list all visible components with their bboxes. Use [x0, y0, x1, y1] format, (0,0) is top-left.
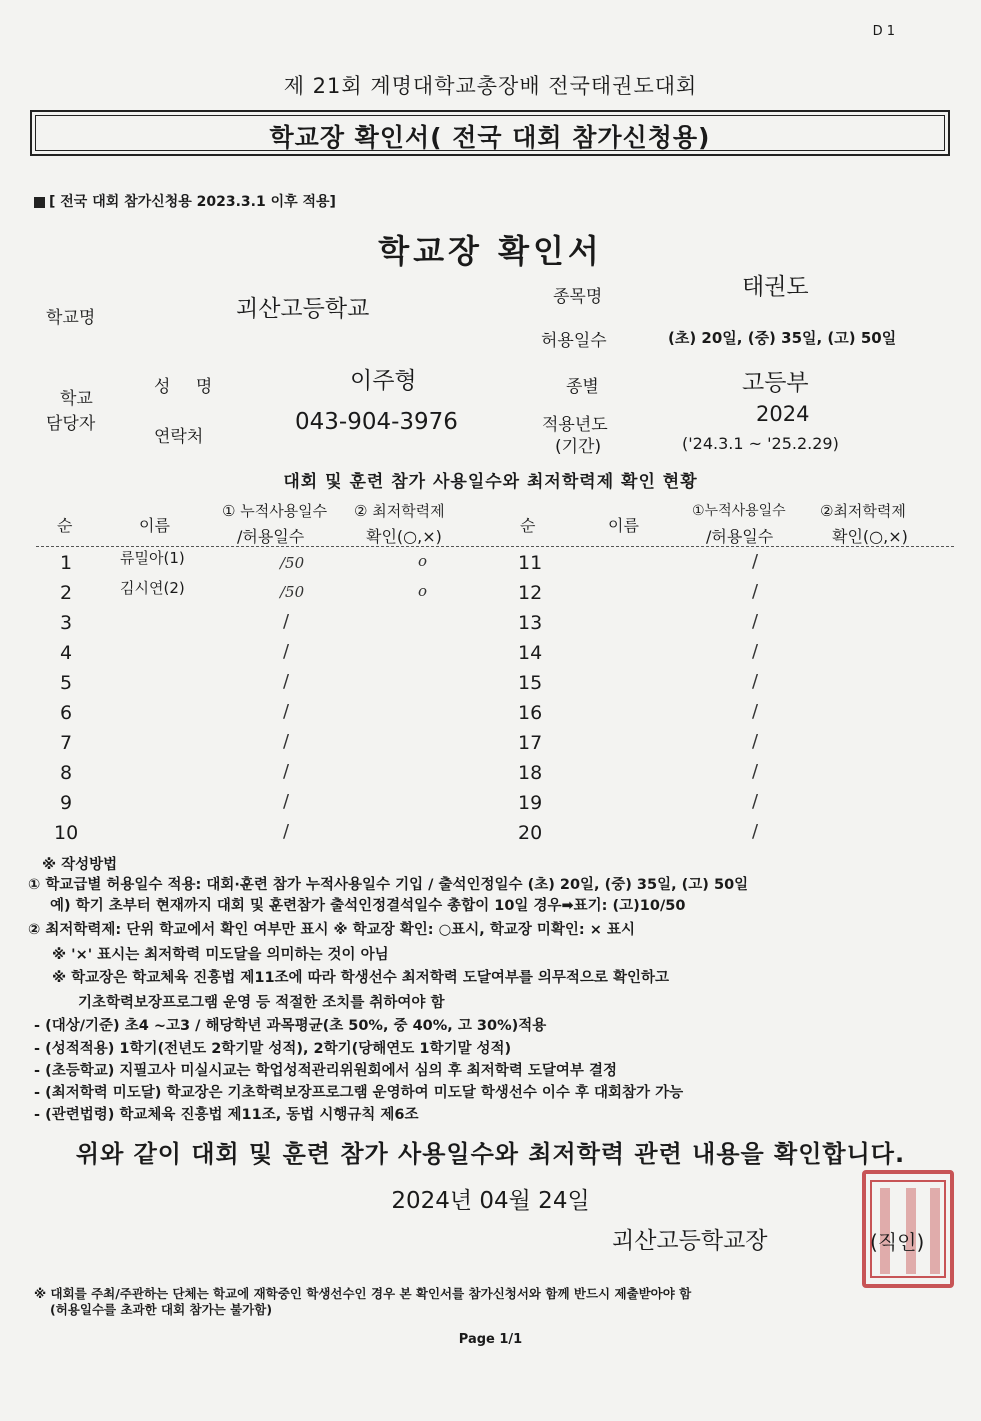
- row-no: 20: [518, 822, 543, 844]
- row-no: 5: [60, 672, 73, 694]
- event-title: 제 21회 계명대학교총장배 전국태권도대회: [283, 74, 698, 98]
- row-no: 19: [518, 792, 543, 814]
- principal-name: 괴산고등학교장: [612, 1228, 768, 1254]
- instruction-line: ※ '×' 표시는 최저학력 미도달을 의미하는 것이 아님: [52, 947, 389, 963]
- table-title: 대회 및 훈련 참가 사용일수와 최저학력제 확인 현황: [283, 472, 698, 492]
- header-col1-right-2: /허용일수: [706, 527, 774, 546]
- allowed-label: 허용일수: [541, 331, 607, 351]
- instruction-line: ※ 학교장은 학교체육 진흥법 제11조에 따라 학생선수 최저학력 도달여부를 의무적으로 확인하고: [52, 970, 670, 986]
- instruction-line: - (최저학력 미도달) 학교장은 기초학력보장프로그램 운영하여 미도달 학생선수 이수 후 대회참가 가능: [34, 1085, 684, 1101]
- row-no: 2: [60, 582, 73, 604]
- instruction-line: - (성적적용) 1학기(전년도 2학기말 성적), 2학기(당해연도 1학기말 성적): [34, 1041, 512, 1057]
- year-value: 2024: [756, 402, 810, 426]
- year-label: 적용년도: [542, 415, 608, 435]
- main-title: 학교장 확인서: [378, 232, 603, 270]
- contact-label: 연락처: [154, 427, 204, 447]
- instruction-line: - (초등학교) 지필고사 미실시교는 학업성적관리위원회에서 심의 후 최저학력 도달여부 결정: [34, 1063, 617, 1079]
- footnote-2: (허용일수를 초과한 대회 참가는 불가함): [50, 1302, 273, 1317]
- row-no: 17: [518, 732, 543, 754]
- seal-label: (직인): [870, 1230, 925, 1254]
- header-col1-left: ① 누적사용일수: [222, 502, 328, 520]
- row-days: /: [752, 671, 759, 692]
- manager-label-1: 학교: [60, 389, 93, 409]
- row-no: 18: [518, 762, 543, 784]
- row-no: 10: [54, 822, 79, 844]
- row-no: 3: [60, 612, 73, 634]
- row-days: /: [283, 671, 290, 692]
- instruction-line: - (관련법령) 학교체육 진흥법 제11조, 동법 시행규칙 제6조: [34, 1107, 419, 1123]
- row-days: /: [283, 761, 290, 782]
- header-col2-right: ②최저학력제: [820, 502, 906, 520]
- division-label: 종별: [566, 377, 599, 397]
- note-head-text: [ 전국 대회 참가신청용 2023.3.1 이후 적용]: [49, 194, 336, 210]
- row-days: /: [283, 791, 290, 812]
- row-no: 1: [60, 552, 73, 574]
- school-label: 학교명: [46, 308, 96, 328]
- row-days: /: [752, 701, 759, 722]
- row-no: 7: [60, 732, 73, 754]
- row-no: 16: [518, 702, 543, 724]
- row-days: /: [752, 581, 759, 602]
- period-value: ('24.3.1 ~ '25.2.29): [682, 434, 839, 453]
- header-no-right: 순: [520, 516, 536, 535]
- row-no: 14: [518, 642, 543, 664]
- header-no-left: 순: [57, 516, 73, 535]
- row-days: /: [283, 641, 290, 662]
- row-check: o: [418, 582, 428, 600]
- row-no: 8: [60, 762, 73, 784]
- row-name: 류밀아(1): [120, 549, 185, 567]
- name-label: 성 명: [154, 377, 223, 397]
- instruction-line: - (대상/기준) 초4 ~고3 / 해당학년 과목평균(초 50%, 중 40%, 고 30%)적용: [34, 1018, 547, 1034]
- row-days: /: [752, 821, 759, 842]
- sport-label: 종목명: [553, 287, 603, 307]
- instruction-line: ① 학교급별 허용일수 적용: 대회·훈련 참가 누적사용일수 기입 / 출석인정일수 (초) 20일, (중) 35일, (고) 50일: [28, 877, 749, 893]
- instruction-line: 기초학력보장프로그램 운영 등 적절한 조치를 취하여야 함: [78, 995, 445, 1011]
- row-days: /50: [280, 583, 305, 601]
- row-no: 12: [518, 582, 543, 604]
- header-name-left: 이름: [139, 516, 170, 535]
- row-days: /50: [280, 554, 305, 572]
- row-days: /: [283, 701, 290, 722]
- note-head: [34, 191, 336, 211]
- title-box: [30, 110, 950, 156]
- row-days: /: [752, 551, 759, 572]
- instruction-line: ※ 작성방법: [42, 857, 118, 873]
- header-col1-right: ①누적사용일수: [692, 503, 786, 519]
- confirm-statement: 위와 같이 대회 및 훈련 참가 사용일수와 최저학력 관련 내용을 확인합니다.: [75, 1140, 906, 1168]
- row-check: o: [418, 552, 428, 570]
- row-no: 13: [518, 612, 543, 634]
- confirm-date: 2024년 04월 24일: [391, 1188, 590, 1214]
- row-no: 11: [518, 552, 543, 574]
- row-days: /: [752, 731, 759, 752]
- footnote-1: ※ 대회를 주최/주관하는 단체는 학교에 재학중인 학생선수인 경우 본 확인서를 참가신청서와 함께 반드시 제출받아야 함: [34, 1286, 692, 1301]
- year-label-2: (기간): [555, 437, 602, 457]
- box-title: 학교장 확인서( 전국 대회 참가신청용): [269, 123, 711, 152]
- instruction-line: ② 최저학력제: 단위 학교에서 확인 여부만 표시 ※ 학교장 확인: ○표시, 학교장 미확인: × 표시: [28, 922, 635, 938]
- row-no: 6: [60, 702, 73, 724]
- row-days: /: [283, 611, 290, 632]
- sport-value: 태권도: [742, 274, 809, 300]
- manager-label-2: 담당자: [46, 414, 96, 434]
- row-days: /: [283, 821, 290, 842]
- division-value: 고등부: [742, 370, 809, 396]
- page-label: Page 1/1: [458, 1332, 523, 1347]
- row-no: 4: [60, 642, 73, 664]
- school-value: 괴산고등학교: [236, 296, 370, 322]
- row-name: 김시연(2): [120, 579, 185, 597]
- square-bullet-icon: [34, 197, 45, 208]
- header-name-right: 이름: [608, 516, 639, 535]
- header-col2-right-2: 확인(○,×): [832, 527, 908, 546]
- allowed-value: (초) 20일, (중) 35일, (고) 50일: [668, 329, 897, 347]
- instruction-line: 예) 학기 초부터 현재까지 대회 및 훈련참가 출석인정결석일수 총합이 10일 경우➡표기: (고)10/50: [50, 898, 686, 914]
- header-col2-left: ② 최저학력제: [354, 502, 445, 520]
- row-days: /: [752, 611, 759, 632]
- name-value: 이주형: [350, 368, 417, 394]
- header-col2-left-2: 확인(○,×): [366, 527, 442, 546]
- row-days: /: [752, 761, 759, 782]
- header-col1-left-2: /허용일수: [237, 527, 305, 546]
- contact-value: 043-904-3976: [295, 409, 458, 435]
- row-days: /: [283, 731, 290, 752]
- row-days: /: [752, 641, 759, 662]
- row-days: /: [752, 791, 759, 812]
- page-corner-number: D 1: [872, 24, 895, 39]
- row-no: 15: [518, 672, 543, 694]
- row-no: 9: [60, 792, 73, 814]
